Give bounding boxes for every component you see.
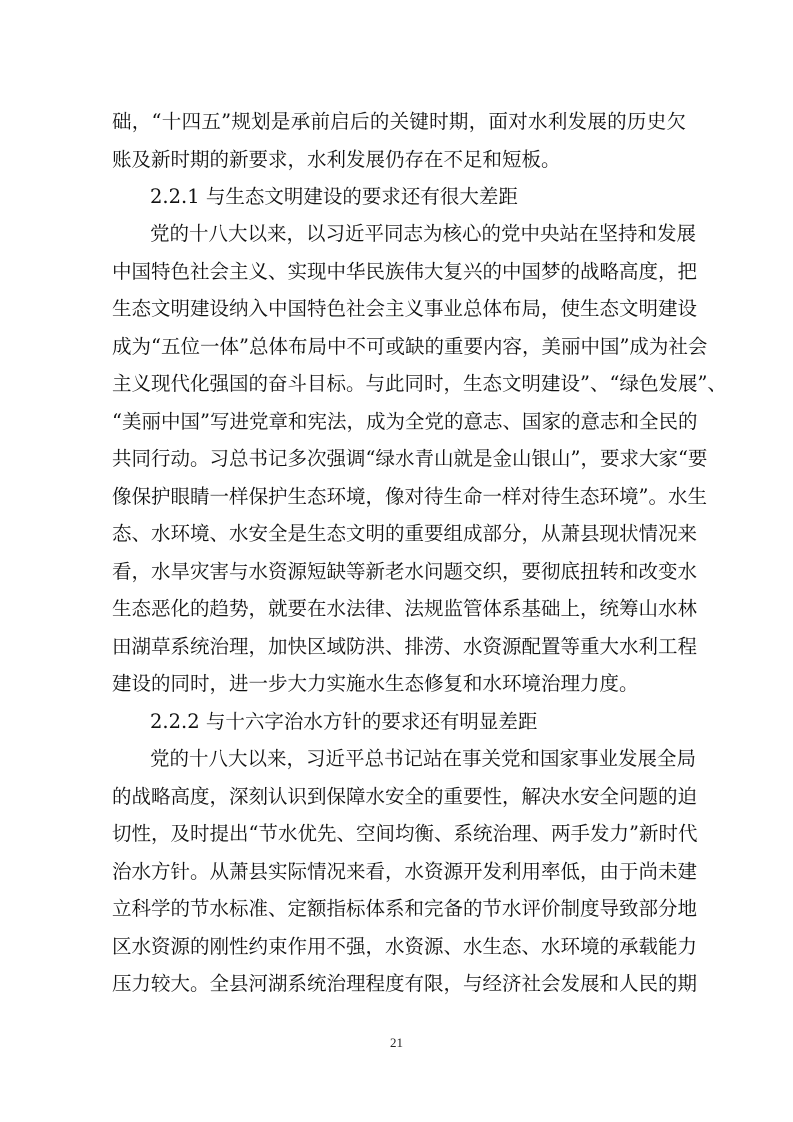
text-line: 态、水环境、水安全是生态文明的重要组成部分，从萧县现状情况来 bbox=[112, 522, 698, 545]
text-line: 生态恶化的趋势，就要在水法律、法规监管体系基础上，统筹山水林 bbox=[112, 597, 698, 620]
text-line: 切性，及时提出“节水优先、空间均衡、系统治理、两手发力”新时代 bbox=[112, 822, 698, 845]
text-line: 账及新时期的新要求，水利发展仍存在不足和短板。 bbox=[112, 148, 561, 171]
section-heading: 2.2.2 与十六字治水方针的要求还有明显差距 bbox=[150, 710, 538, 733]
text-line: 区水资源的刚性约束作用不强，水资源、水生态、水环境的承载能力 bbox=[112, 935, 698, 958]
text-line: 生态文明建设纳入中国特色社会主义事业总体布局，使生态文明建设 bbox=[112, 297, 698, 320]
text-line: 像保护眼睛一样保护生态环境，像对待生命一样对待生态环境”。水生 bbox=[112, 485, 707, 508]
page-number: 21 bbox=[390, 1035, 403, 1050]
text-line: 立科学的节水标准、定额指标体系和完备的节水评价制度导致部分地 bbox=[112, 897, 698, 920]
text-line: 共同行动。习总书记多次强调“绿水青山就是金山银山”，要求大家“要 bbox=[112, 447, 708, 470]
text-line: 础，“十四五”规划是承前启后的关键时期，面对水利发展的历史欠 bbox=[112, 110, 686, 133]
text-line: 治水方针。从萧县实际情况来看，水资源开发利用率低，由于尚未建 bbox=[112, 860, 698, 883]
text-line: 建设的同时，进一步大力实施水生态修复和水环境治理力度。 bbox=[112, 672, 639, 695]
text-line: 中国特色社会主义、实现中华民族伟大复兴的中国梦的战略高度，把 bbox=[112, 260, 698, 283]
text-line: 田湖草系统治理，加快区域防洪、排涝、水资源配置等重大水利工程 bbox=[112, 635, 698, 658]
text-line: 的战略高度，深刻认识到保障水安全的重要性，解决水安全问题的迫 bbox=[112, 785, 698, 808]
text-line: 党的十八大以来，以习近平同志为核心的党中央站在坚持和发展 bbox=[150, 222, 697, 245]
text-line: 主义现代化强国的奋斗目标。与此同时，生态文明建设”、“绿色发展”、 bbox=[112, 372, 727, 395]
section-heading: 2.2.1 与生态文明建设的要求还有很大差距 bbox=[150, 185, 518, 208]
text-line: 成为“五位一体”总体布局中不可或缺的重要内容，美丽中国”成为社会 bbox=[112, 335, 708, 358]
text-line: 压力较大。全县河湖系统治理程度有限，与经济社会发展和人民的期 bbox=[112, 972, 698, 995]
text-line: 党的十八大以来，习近平总书记站在事关党和国家事业发展全局 bbox=[150, 747, 697, 770]
text-line: “美丽中国”写进党章和宪法，成为全党的意志、国家的意志和全民的 bbox=[112, 410, 698, 433]
text-line: 看，水旱灾害与水资源短缺等新老水问题交织，要彻底扭转和改变水 bbox=[112, 560, 698, 583]
